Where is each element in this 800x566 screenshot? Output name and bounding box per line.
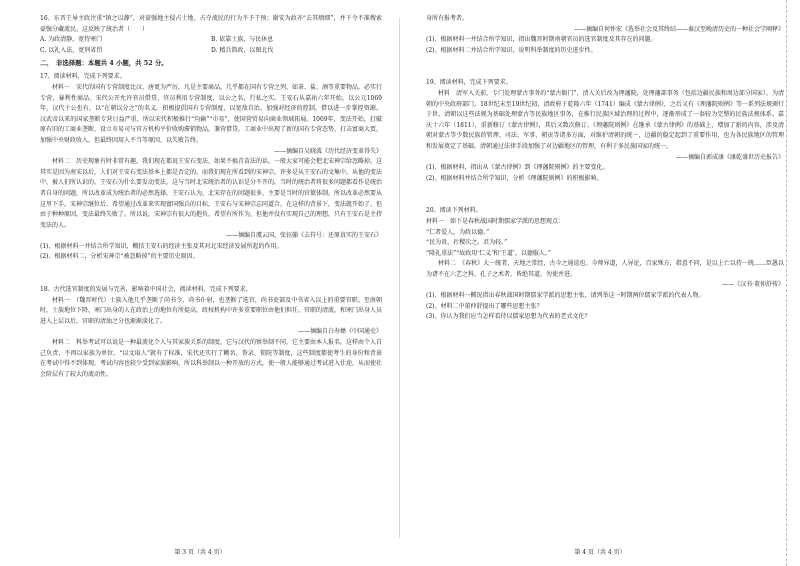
q17-source2: ——摘编自虞云国、张钰翰《去符号：还原真实的王安石》 — [225, 232, 382, 240]
section-heading: 二、 非选择题：本题共 4 小题，共 52 分。 — [40, 59, 168, 68]
q18-intro: 18、古代选官制度的发展与完善，影响着中国社会，阅读材料，完成下列要求。 — [40, 286, 252, 294]
q19-ask1: (1)、根据材料，指出从《蒙古律例》到《理藩院则例》的主要变化。 — [426, 164, 609, 172]
q18-source2: ——摘编自何怀宏《选举社会及其终结——秦汉至晚清历史的一种社会学阐释》 — [573, 25, 784, 33]
q19-source: ——摘编自郭成康《康乾盛世历史报告》 — [675, 153, 784, 161]
page-number-left: 第 3 页（共 4 页） — [174, 549, 226, 556]
q16-option-b[interactable]: B. 依靠士族，与民休息 — [211, 36, 274, 44]
q18-ask2: (2)、根据材料二并结合所学知识，说明科举制度的历史进步性。 — [426, 46, 597, 54]
q19-material: 材料 清军入关前，专门处理蒙古事务的“蒙古衙门”，清入关后改为理藩院，处理藩部事务（包括边疆民族和周边部分国家），为清朝的中央政府部门。18世纪末至19世纪初，清政府于乾隆六年（1741）编成《蒙古律例》，之后又有《理藩院则例》等一系列法规颁行于世，清朝以这些法规为基础处理蒙古等民族地区事务，在推行民族区域治理的过程中，逐渐形成了一套较为完整的民族法规体系。嘉庆十六年（1811），重新修订《蒙古律例》，其后又数次修订。《理藩院则例》在继承《蒙古律例》的基础上，增加了新的内容，涉及清朝对蒙古等少数民族的管理、司法、军事、朝贡等诸多方面，对维护清朝的统一、边疆的稳定起到了重要作用，也为各民族地区的管理和发展奠定了基础，清朝通过法律手段加强了对边疆地区的管理，有利于多民族国家的统一。 — [426, 89, 784, 150]
q18-material1: 材料一 （魏晋时代）士族入他几乎垄断了尚书令、尚书仆射，也垄断了选官，尚书吏部及中书省入以上的重要官职。至南朝时，士族地位下降，寒门出身的人在政治上的地位有所提高，政权机构中许多重要职位由他们担任，官职的清流，和寒门出身人员进入上层以后，官职的清浊之分也渐渐淡化了。 — [40, 296, 383, 325]
q20-ask1: (1)、根据材料一概况指出春秋战国时期儒家学派的思想主张，请列举这一时期两位儒家学派的代表人物。 — [426, 292, 705, 300]
q20-source: ——《汉书·董仲舒传》 — [722, 281, 784, 289]
q16-stem: 16、东晋王导主政注重“镇之以静”，对豪强地主侵占土地、占夺流民的行为不予干预；谢安为政亦“去其烦细”，并下令不准搜索豪强分藏流民。这反映了统治者（ ） — [40, 15, 382, 33]
q20-material1-title: 材料一 如下是春秋战国时期儒家学派的思想观点： — [426, 217, 565, 225]
q20-material2: 材料二 《春秋》大一统者，天地之常经，古今之通谊也。今师异道，人异论，百家殊方，指意不同，是以上亡以持一统……臣愚以为诸不在六艺之科、孔子之术者，皆绝其道，勿使并进。 — [426, 260, 784, 278]
q17-source1: ——摘编自吴晓波《历代经济变革得失》 — [273, 147, 382, 155]
q18-ask1: (1)、根据材料一并结合所学知识，指出魏晋时期南朝官员的选官制度及其存在的问题。 — [426, 36, 657, 44]
q16-option-a[interactable]: A. 为政清静，宽待寒门 — [40, 36, 103, 44]
q17-intro: 17、阅读材料，完成下列要求。 — [40, 73, 126, 81]
q20-quote3: “隆礼重法”“故政用‘仁义’和‘王道’，以德服人。” — [426, 249, 551, 257]
q16-option-d[interactable]: D. 精兵简政，以图北伐 — [211, 46, 274, 54]
q18-source1: ——摘编自白寿彝《中国通史》 — [297, 328, 382, 336]
q16-option-c[interactable]: C. 以礼入法，宽刑省罚 — [40, 46, 103, 54]
q17-material2: 材料二 历史现象有时非常有趣，我们现在都说王安石变法，如果不搞青苗法的话，一般大家可能会把北宋神宗给忽略掉，这其实是因为南宋以后，人们对王安石变法基本上都是否定的。而我们现在所看到的宋神宗，许多是从王安石的文集中，从他的变法中，被人们所认识的。王安石为什么要发动变法，这与当时北宋统治者的认识是分不开的，当时的统治者将很多问题都看作是统治者自身的问题，所以改革成为统治者的必然选择。王安石认为，北宋存在的问题很多，主要是当时的官僚体制，所以改革必然要从这里下手。宋神宗继位后，希望通过改革来实现富国强兵的目标，王安石与宋神宗志同道合，在这样的背景下，变法就开始了，但由于种种原因，变法最终失败了。所以说，宋神宗有很大的抱负，希望有所作为，但他并没有实现自己的理想，只有王安石是主持变法的人。 — [40, 158, 383, 229]
q17-material1: 材料一 宋代的国有专营制度比汉、唐更为严厉，凡是主要商品，几乎都在国有专营之列，如茶、盐、酒等重要物品，必实行专营，暴利性商品。宋代公开允许官员借贷，官员利用专营制度，以公之名，行私之实。王安石从嘉祐六年开始，以公元1069年，汉代于公也有，以“在朝以分之”的名义。积极提倡国有专营制度，以宽敌自治，加强对经济的控制，借以进一步掌控资源。汉武帝以来的国家垄断专营日益严重，所以宋代积极推行“均输”“市易”，使国营贸易向商业领域拓展。1069年，变法开始，打破原有旧的工商业垄断，设立市易司与官方机构平价收购滞销物品，兼营借贷。工商业中出现了新的国有专营态势，打击富商大贾，加强中央财政收入，但最终因用人不当等原因，以失败告终。 — [40, 83, 383, 144]
q19-intro: 19、阅读材料，完成下列要求。 — [426, 79, 512, 87]
q19-ask2: (2)、根据材料并结合所学知识，分析《理藩院则例》的积极影响。 — [426, 174, 603, 182]
q17-ask2: (2)、根据材料二，分析宋神宗“被忽略掉”的主要历史原因。 — [40, 253, 199, 261]
q18-tail-text: 身所有报考者。 — [426, 15, 469, 22]
q20-intro: 20、阅读下列材料。 — [426, 207, 482, 215]
q20-ask3: (3)、你认为我们应当怎样看待以儒家思想为代表的老式文化？ — [426, 313, 591, 321]
right-page — [400, 0, 800, 566]
q16-options — [40, 35, 382, 56]
q20-ask2: (2)、材料二中董仲舒提出了哪些思想主张？ — [426, 302, 543, 310]
q20-quote2: “民为贵，社稷次之，君为轻。” — [426, 239, 508, 247]
q17-ask1: (1)、根据材料一并结合所学知识，概括王安石的经济主张及其对北宋经济发展所起的作用。 — [40, 242, 283, 250]
page-number-right: 第 4 页（共 4 页） — [574, 549, 626, 556]
q18-material2: 材料二 科举考试可以说是一种最流化个人与其家族关系的制度，它与汉代的察举制不同，它主要由本人报名，这样由个人自己负责，不再以家族为单位，“以文取人”就有了标准，宋代还实行了糊名、誊录、锁院等制度，这些制度都使考生的身份和背景在考试中得不到体现，考试内容也较少受到家族影响，所以科举制以一种开放的方式，使一般人能够通过考试进入仕途，从而使社会阶层有了较大的流动性。 — [40, 339, 383, 378]
q20-quote1: “仁者爱人，为政以德。” — [426, 228, 490, 236]
